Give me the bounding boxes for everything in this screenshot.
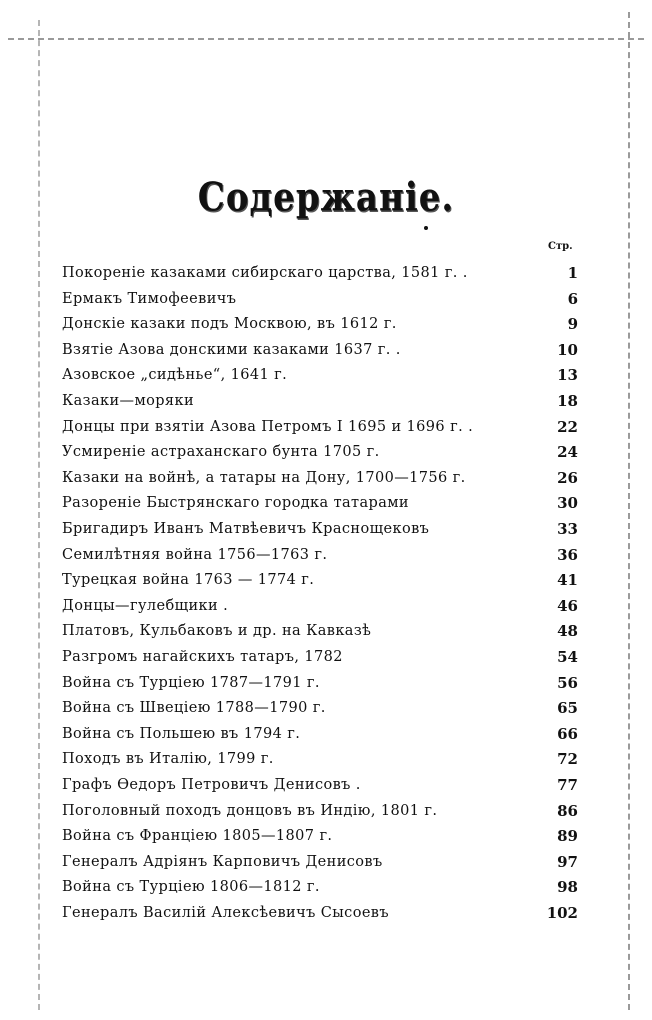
toc-entry-page: 66 — [557, 724, 578, 743]
ink-dot — [424, 226, 428, 230]
toc-entry-title: Ермакъ Тимофеевичъ — [62, 290, 237, 307]
toc-entry — [62, 337, 582, 363]
toc-entry-page: 86 — [557, 801, 578, 820]
toc-entry-page: 1 — [567, 264, 578, 282]
toc-entry-title: Походъ въ Италію, 1799 г. — [62, 751, 274, 768]
toc-entry — [62, 900, 582, 926]
toc-entry — [62, 823, 582, 849]
toc-entry-page: 41 — [557, 571, 578, 590]
toc-entry-page: 6 — [567, 289, 578, 308]
toc-entry-page: 102 — [546, 904, 578, 922]
toc-entry-page: 56 — [557, 673, 578, 692]
toc-entry-page: 24 — [557, 443, 578, 462]
toc-entry-title: Взятіе Азова донскими казаками 1637 г. . — [62, 341, 401, 358]
toc-entry-title: Война съ Польшею въ 1794 г. — [62, 725, 301, 742]
toc-entry-page: 89 — [557, 827, 578, 846]
toc-entry — [62, 439, 582, 465]
toc-entry-title: Разореніе Быстрянскаго городка татарами — [62, 495, 409, 512]
toc-entry-page: 26 — [557, 468, 578, 487]
page-edge-top — [8, 38, 644, 40]
toc-entry — [62, 567, 582, 593]
toc-entry-page: 10 — [557, 340, 578, 359]
toc-entry-title: Бригадиръ Иванъ Матвѣевичъ Краснощековъ — [62, 521, 430, 537]
toc-entry — [62, 644, 582, 670]
toc-entry — [62, 874, 582, 900]
toc-entry-title: Платовъ, Кульбаковъ и др. на Кавказѣ — [62, 623, 372, 640]
page-edge-left — [38, 20, 40, 1010]
page-column-header: Стр. — [548, 241, 573, 252]
toc-entry-title: Семилѣтняя война 1756—1763 г. — [62, 546, 328, 563]
toc-entry-title: Война съ Турціею 1806—1812 г. — [62, 879, 320, 896]
toc-entry-title: Казаки—моряки — [62, 393, 195, 409]
toc-entry — [62, 286, 582, 312]
toc-entry — [62, 618, 582, 644]
page-title: Содержаніе. — [197, 175, 455, 221]
toc-entry-page: 98 — [557, 878, 578, 897]
toc-entry-title: Покореніе казаками сибирскаго царства, 1581 г. . — [62, 265, 468, 281]
toc-entry-page: 54 — [557, 648, 578, 666]
toc-entry — [62, 414, 582, 440]
toc-entry — [62, 516, 582, 542]
toc-entry-page: 30 — [557, 494, 578, 513]
toc-entry — [62, 542, 582, 568]
toc-entry-page: 13 — [557, 366, 578, 385]
toc-entry-page: 48 — [557, 622, 578, 641]
toc-entry-title: Поголовный походъ донцовъ въ Индію, 1801 г. — [62, 802, 438, 819]
toc-entry — [62, 593, 582, 619]
toc-entry-title: Донцы при взятіи Азова Петромъ I 1695 и 1696 г. . — [62, 418, 474, 435]
toc-entry — [62, 849, 582, 875]
toc-entry — [62, 670, 582, 696]
toc-entry-page: 65 — [557, 699, 578, 718]
toc-entry-title: Война съ Франціею 1805—1807 г. — [62, 828, 333, 845]
toc-entry-title: Разгромъ нагайскихъ татаръ, 1782 — [62, 649, 343, 665]
toc-entry — [62, 362, 582, 388]
toc-entry-title: Турецкая война 1763 — 1774 г. — [62, 572, 315, 589]
toc-entry-page: 77 — [557, 776, 578, 794]
toc-entry-page: 46 — [557, 596, 578, 615]
toc-entry-page: 9 — [567, 315, 578, 334]
toc-entry — [62, 311, 582, 337]
toc-entry-title: Война съ Швеціею 1788—1790 г. — [62, 700, 326, 717]
toc-entry — [62, 695, 582, 721]
page-edge-right — [628, 12, 630, 1010]
toc-entry-page: 18 — [557, 392, 578, 410]
toc-entry — [62, 260, 582, 286]
toc-entry-page: 33 — [557, 520, 578, 538]
toc-entry-title: Азовское „сидѣнье“, 1641 г. — [62, 367, 288, 384]
toc-entry-title: Казаки на войнѣ, а татары на Дону, 1700—1756 г. — [62, 469, 466, 486]
toc-entry-title: Донскіе казаки подъ Москвою, въ 1612 г. — [62, 316, 397, 333]
toc-entry-page: 72 — [557, 750, 578, 769]
toc-entry — [62, 798, 582, 824]
toc-entry-page: 22 — [557, 417, 578, 436]
toc-entry — [62, 746, 582, 772]
toc-entry-title: Генералъ Василій Алексѣевичъ Сысоевъ — [62, 905, 389, 921]
toc-entry — [62, 388, 582, 414]
toc-entry-title: Генералъ Адріянъ Карповичъ Денисовъ — [62, 853, 383, 870]
toc-entry-title: Война съ Турціею 1787—1791 г. — [62, 674, 320, 691]
toc-entry-page: 97 — [557, 852, 578, 871]
toc-entry — [62, 490, 582, 516]
toc-entry — [62, 721, 582, 747]
toc-entry — [62, 465, 582, 491]
toc-entry-title: Графъ Өедоръ Петровичъ Денисовъ . — [62, 777, 361, 793]
toc-entry — [62, 772, 582, 798]
toc-entry-title: Донцы—гулебщики . — [62, 597, 229, 614]
toc-entry-page: 36 — [557, 545, 578, 564]
toc-entry-title: Усмиреніе астраханскаго бунта 1705 г. — [62, 444, 380, 461]
